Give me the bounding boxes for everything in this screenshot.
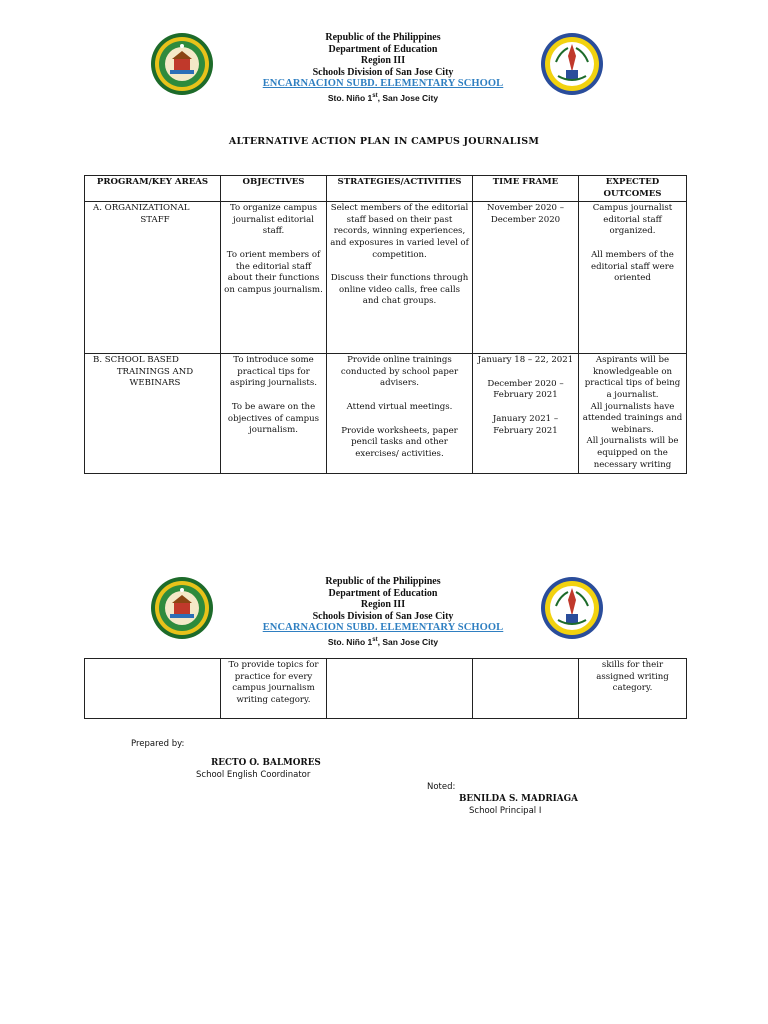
header-line-2: Department of Education	[328, 43, 438, 55]
row1-objectives: To organize campus journalist editorial staff. To orient members of the editorial staff about their functions on campus journalism.	[221, 202, 327, 354]
row1-strategies: Select members of the editorial staff based on their past records, winning experiences, and exposures in varied level of competition. Discuss their functions through online video calls, free calls and chat groups.	[327, 202, 473, 354]
cont-objectives: To provide topics for practice for every campus journalism writing category.	[221, 659, 327, 719]
deped-division-seal-icon	[150, 32, 214, 96]
noter-name: BENILDA S. MADRIAGA	[459, 794, 578, 804]
row2-outcomes: Aspirants will be knowledgeable on practical tips of being a journalist. All journalists have attended trainings and webinars. All journalists will be equipped on the necessary writing	[579, 354, 687, 474]
row1-outcomes: Campus journalist editorial staff organized. All members of the editorial staff were oriented	[579, 202, 687, 354]
row1-area: A. ORGANIZATIONAL STAFF	[85, 202, 221, 354]
school-name: ENCARNACION SUBD. ELEMENTARY SCHOOL	[262, 622, 504, 633]
noted-label: Noted:	[427, 782, 456, 792]
table-row	[85, 354, 687, 474]
preparer-title: School English Coordinator	[196, 770, 311, 780]
cont-outcomes: skills for their assigned writing category.	[579, 659, 687, 719]
header-objectives: OBJECTIVES	[221, 176, 327, 202]
row2-area: B. SCHOOL BASED TRAININGS AND WEBINARS	[85, 354, 221, 474]
cont-timeframe	[473, 659, 579, 719]
row2-timeframe: January 18 – 22, 2021 December 2020 – February 2021 January 2021 – February 2021	[473, 354, 579, 474]
header-line-4: Schools Division of San Jose City	[312, 610, 454, 622]
school-seal-icon	[540, 32, 604, 96]
letterhead-text	[230, 32, 536, 104]
school-seal-icon	[540, 576, 604, 640]
row2-objectives: To introduce some practical tips for aspiring journalists. To be aware on the objectives of campus journalism.	[221, 354, 327, 474]
school-address: Sto. Niño 1st, San Jose City	[327, 92, 439, 103]
table-row	[85, 659, 687, 719]
table-header-row	[85, 176, 687, 202]
header-line-4: Schools Division of San Jose City	[312, 66, 454, 78]
header-areas: PROGRAM/KEY AREAS	[85, 176, 221, 202]
cont-area	[85, 659, 221, 719]
cont-strategies	[327, 659, 473, 719]
action-plan-table	[84, 175, 687, 474]
table-row	[85, 202, 687, 354]
header-line-3: Region III	[360, 599, 406, 610]
prepared-label: Prepared by:	[131, 739, 185, 749]
header-strategies: STRATEGIES/ACTIVITIES	[327, 176, 473, 202]
header-line-3: Region III	[360, 55, 406, 66]
header-outcomes: EXPECTED OUTCOMES	[579, 176, 687, 202]
school-address: Sto. Niño 1st, San Jose City	[327, 636, 439, 647]
header-line-1: Republic of the Philippines	[325, 32, 441, 43]
letterhead-page2	[0, 576, 768, 652]
school-name: ENCARNACION SUBD. ELEMENTARY SCHOOL	[262, 78, 504, 89]
header-line-1: Republic of the Philippines	[325, 576, 441, 587]
row1-timeframe: November 2020 – December 2020	[473, 202, 579, 354]
letterhead-text	[230, 576, 536, 648]
header-timeframe: TIME FRAME	[473, 176, 579, 202]
header-line-2: Department of Education	[328, 587, 438, 599]
row2-strategies: Provide online trainings conducted by school paper advisers. Attend virtual meetings. Provide worksheets, paper pencil tasks and other exercises/ activities.	[327, 354, 473, 474]
deped-division-seal-icon	[150, 576, 214, 640]
continuation-table	[84, 658, 687, 719]
document-title: ALTERNATIVE ACTION PLAN IN CAMPUS JOURNALISM	[228, 136, 540, 147]
preparer-name: RECTO O. BALMORES	[211, 758, 321, 768]
letterhead-top	[0, 32, 768, 108]
noter-title: School Principal I	[469, 806, 542, 816]
